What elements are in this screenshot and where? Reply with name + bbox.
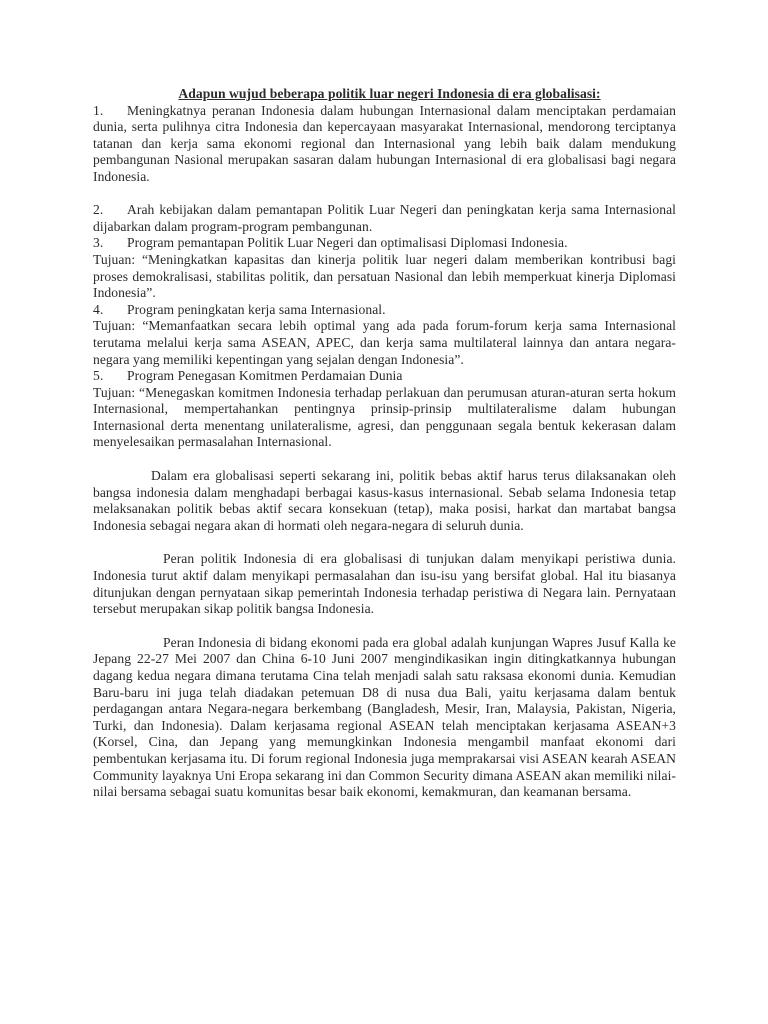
list-item-5-goal: Tujuan: “Menegaskan komitmen Indonesia terhadap perlakuan dan perumusan aturan-aturan serta hokum Internasional, mempertahankan pentingnya prinsip-prinsip multilateralisme dalam hubungan Internasional derta menentang unilateralisme, agresi, dan penggunaan segala bentuk kekerasan dalam menyelesaikan permasalahan Internasional. xyxy=(93,384,676,450)
spacer xyxy=(93,534,676,551)
list-number: 5. xyxy=(93,368,104,384)
spacer xyxy=(93,186,676,203)
list-item-2 xyxy=(93,202,676,235)
list-item-1 xyxy=(93,103,676,186)
paragraph-economic-role: Peran Indonesia di bidang ekonomi pada era global adalah kunjungan Wapres Jusuf Kalla ke Jepang 22-27 Mei 2007 dan China 6-10 Juni 2007 mengindikasikan ingin ditingkatkannya hubungan dagang kedua negara dimana terutama Cina telah menjadi salah satu raksasa ekonomi dunia. Kemudian Baru-baru ini juga telah diadakan petemuan D8 di nusa dua Bali, yaitu kerjasama dalam bentuk perdagangan antara Negara-negara berkembang (Bangladesh, Mesir, Iran, Malaysia, Pakistan, Nigeria, Turki, dan Indonesia). Dalam kerjasama regional ASEAN telah menciptakan kerjasama ASEAN+3 (Korsel, Cina, dan Jepang yang memungkinkan Indonesia mengambil manfaat ekonomi dari pembentukan kerjasama itu. Di forum regional Indonesia juga memprakarsai visi ASEAN kearah ASEAN Community layaknya Uni Eropa sekarang ini dan Common Security dimana ASEAN akan memiliki nilai-nilai bersama sebagai suatu komunitas besar baik ekonomi, kemakmuran, dan keamanan bersama. xyxy=(93,634,676,800)
list-item-4-goal: Tujuan: “Memanfaatkan secara lebih optimal yang ada pada forum-forum kerja sama Internasional terutama melalui kerja sama ASEAN, APEC, dan kerja sama multilateral lainnya dan antara negara-negara yang memiliki kepentingan yang sejalan dengan Indonesia”. xyxy=(93,318,676,367)
list-item-3-goal: Tujuan: “Meningkatkan kapasitas dan kinerja politik luar negeri dalam memberikan kontribusi bagi proses demokralisasi, stabilitas politik, dan persatuan Nasional dan lebih memperkuat kinerja Diplomasi Indonesia”. xyxy=(93,251,676,301)
document-title: Adapun wujud beberapa politik luar negeri Indonesia di era globalisasi: xyxy=(178,86,601,101)
list-item-3 xyxy=(93,235,676,252)
paragraph-political-role: Peran politik Indonesia di era globalisasi di tunjukan dalam menyikapi peristiwa dunia. Indonesia turut aktif dalam menyikapi permasalahan dan isu-isu yang bersifat global. Hal itu biasanya ditunjukan dengan pernyataan sikap pemerintah Indonesia terhadap peristiwa di Negara lain. Pernyataan tersebut merupakan sikap politik bangsa Indonesia. xyxy=(93,551,676,617)
list-number: 2. xyxy=(93,202,104,218)
list-item-5 xyxy=(93,368,676,385)
list-number: 3. xyxy=(93,235,104,251)
spacer xyxy=(93,618,676,635)
paragraph-globalization: Dalam era globalisasi seperti sekarang ini, politik bebas aktif harus terus dilaksanakan oleh bangsa indonesia dalam menghadapi berbagai kasus-kasus internasional. Sebab selama Indonesia tetap melaksanakan politik bebas aktif secara konsekuan (tetap), maka posisi, harkat dan martabat bangsa Indonesia sebagai negara akan di hormati oleh negara-negara di seluruh dunia. xyxy=(93,468,676,533)
spacer xyxy=(93,451,676,468)
list-text: Meningkatnya peranan Indonesia dalam hubungan Internasional dalam menciptakan perdamaian dunia, serta pulihnya citra Indonesia dan kepercayaan masyarakat Internasional, mendorong terciptanya tatanan dan kerja sama ekonomi regional dan Internasional yang lebih baik dalam mendukung pembangunan Nasional merupakan sasaran dalam hubungan Internasional di era globalisasi bagi negara Indonesia. xyxy=(93,102,676,184)
list-number: 1. xyxy=(93,102,104,118)
list-text: Program Penegasan Komitmen Perdamaian Dunia xyxy=(127,368,403,384)
list-item-4 xyxy=(93,302,676,319)
document-page xyxy=(93,86,676,801)
list-text: Arah kebijakan dalam pemantapan Politik Luar Negeri dan peningkatan kerja sama Internasional dijabarkan dalam program-program pembangunan. xyxy=(93,202,676,234)
list-number: 4. xyxy=(93,301,104,317)
list-text: Program pemantapan Politik Luar Negeri dan optimalisasi Diplomasi Indonesia. xyxy=(127,235,568,251)
list-text: Program peningkatan kerja sama Internasional. xyxy=(127,301,386,317)
